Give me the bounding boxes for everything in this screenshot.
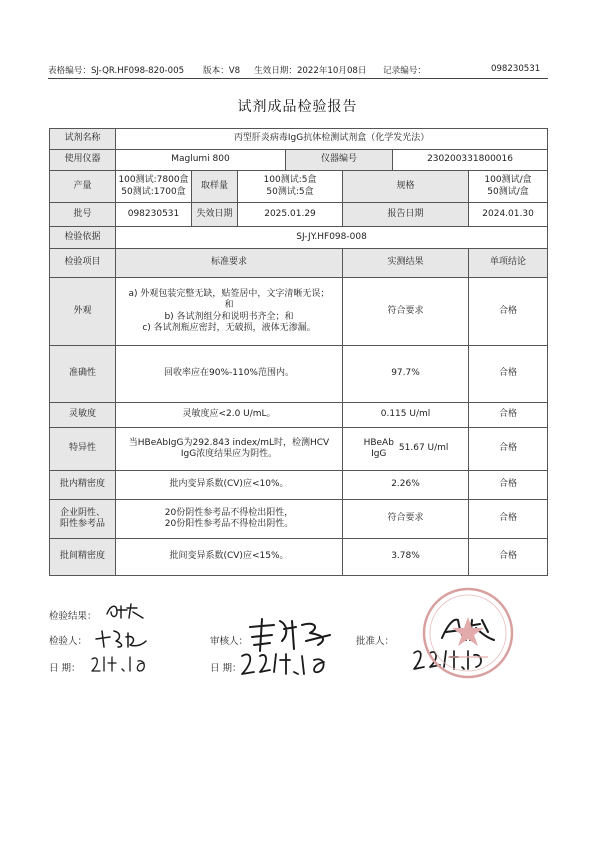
requirement-line: 和 [224, 300, 234, 311]
sample-line: 50测试:5盒 [266, 186, 314, 197]
table-row [50, 428, 548, 471]
quantity-row [50, 171, 548, 203]
item-conclusion: 合格 [469, 403, 548, 428]
item-result: 97.7% [343, 346, 469, 403]
instrument-no: 230200331800016 [393, 150, 548, 171]
result-value: 51.67 U/ml [398, 443, 449, 454]
col-conclusion: 单项结论 [469, 249, 548, 278]
item-name: 灵敏度 [50, 403, 116, 428]
item-result: 符合要求 [343, 278, 469, 346]
requirement-line: c) 各试剂瓶应密封，无破损，液体无渗漏。 [142, 322, 316, 333]
item-result: 2.26% [343, 471, 469, 500]
item-conclusion: 合格 [469, 539, 548, 576]
batch: 098230531 [116, 203, 192, 227]
item-conclusion: 合格 [469, 428, 548, 471]
handwritten-inspector-date [88, 653, 156, 675]
reagent-name-label: 试剂名称 [50, 129, 116, 150]
table-row [50, 539, 548, 576]
output-value [116, 171, 192, 203]
record-number: 098230531 [491, 64, 541, 74]
item-name: 特异性 [50, 428, 116, 471]
table-row [50, 278, 548, 346]
instrument-no-label: 仪器编号 [286, 150, 393, 171]
item-requirement [116, 500, 343, 539]
item-requirement: 批内变异系数(CV)应<10%。 [116, 471, 343, 500]
table-row [50, 471, 548, 500]
spec-line: 50测试/盒 [487, 186, 529, 197]
col-result: 实测结果 [343, 249, 469, 278]
expiry-label: 失效日期 [192, 203, 238, 227]
version: 版本：V8 [203, 66, 241, 76]
analyte-line: HBeAb [363, 437, 394, 448]
item-conclusion: 合格 [469, 471, 548, 500]
approver-label: 批准人： [356, 636, 395, 647]
item-result: 0.115 U/ml [343, 403, 469, 428]
column-header-row [50, 249, 548, 278]
item-requirement: 灵敏度应<2.0 U/mL。 [116, 403, 343, 428]
report-date: 2024.01.30 [469, 203, 548, 227]
company-seal [418, 583, 518, 683]
item-requirement: 批间变异系数(CV)应<15%。 [116, 539, 343, 576]
output-line: 100测试:7800盒 [118, 175, 189, 186]
reviewer-label: 审核人： [210, 636, 249, 647]
handwritten-inspector-signature [92, 625, 152, 651]
col-item: 检验项目 [50, 249, 116, 278]
report-date-label: 报告日期 [343, 203, 469, 227]
spec-line: 100测试/盒 [484, 175, 532, 186]
reagent-name: 丙型肝炎病毒IgG抗体检测试剂盒（化学发光法） [116, 129, 548, 150]
expiry: 2025.01.29 [238, 203, 343, 227]
spec-label: 规格 [343, 171, 469, 203]
item-name: 外观 [50, 278, 116, 346]
batch-row [50, 203, 548, 227]
requirement-line: a) 外观包装完整无缺，贴签居中，文字清晰无误； [128, 289, 330, 299]
basis-row [50, 227, 548, 249]
batch-label: 批号 [50, 203, 116, 227]
record-number-label: 记录编号： [383, 66, 426, 76]
basis-label: 检验依据 [50, 227, 116, 249]
conclusion-label: 检验结果： [49, 611, 97, 622]
seal-star-icon [452, 617, 484, 646]
item-result: 3.78% [343, 539, 469, 576]
handwritten-conclusion-signature [103, 598, 153, 622]
item-name-line: 阳性参考品 [59, 519, 105, 529]
item-name: 批内精密度 [50, 471, 116, 500]
effective-date: 生效日期：2022年10月08日 [254, 66, 367, 76]
page-title: 试剂成品检验报告 [237, 99, 358, 115]
item-result [343, 428, 469, 471]
table-row [50, 346, 548, 403]
item-conclusion: 合格 [469, 500, 548, 539]
requirement-line: 20份阴性参考品不得检出阳性， [164, 507, 294, 518]
item-name-line: 企业阴性、 [59, 507, 105, 518]
item-conclusion: 合格 [469, 278, 548, 346]
reviewer-date-label: 日 期： [210, 663, 242, 674]
requirement-line: 当HBeAbIgG为292.843 index/mL时，检测HCV [128, 437, 330, 448]
item-requirement: 回收率应在90%-110%范围内。 [116, 346, 343, 403]
sample-value [238, 171, 343, 203]
item-requirement [116, 428, 343, 471]
output-label: 产量 [50, 171, 116, 203]
sample-line: 100测试:5盒 [263, 175, 317, 186]
inspector-label: 检验人： [49, 636, 88, 647]
analyte-line: IgG [371, 449, 387, 459]
item-name: 准确性 [50, 346, 116, 403]
item-name [50, 500, 116, 539]
form-header [48, 64, 548, 79]
reagent-name-row [50, 129, 548, 150]
instrument: Maglumi 800 [116, 150, 286, 171]
table-row [50, 403, 548, 428]
requirement-line: IgG浓度结果应为阴性。 [180, 449, 278, 459]
col-standard: 标准要求 [116, 249, 343, 278]
instrument-label: 使用仪器 [50, 150, 116, 171]
item-name: 批间精密度 [50, 539, 116, 576]
result-analyte [361, 438, 397, 461]
form-number: 表格编号：SJ-QR.HF098-820-005 [48, 66, 185, 76]
requirement-line: 20份阳性参考品不得检出阴性。 [164, 519, 294, 529]
inspector-date-label: 日 期： [49, 663, 81, 674]
requirement-line: b) 各试剂组分和说明书齐全；和 [164, 311, 294, 322]
handwritten-reviewer-date [236, 648, 336, 682]
specificity-result [361, 438, 451, 461]
instrument-row [50, 150, 548, 171]
item-result: 符合要求 [343, 500, 469, 539]
item-requirement [116, 278, 343, 346]
sample-label: 取样量 [192, 171, 238, 203]
table-row [50, 500, 548, 539]
report-table [49, 128, 548, 576]
spec-value [469, 171, 548, 203]
output-line: 50测试:1700盒 [121, 186, 186, 197]
basis: SJ-JY.HF098-008 [116, 227, 548, 249]
item-conclusion: 合格 [469, 346, 548, 403]
